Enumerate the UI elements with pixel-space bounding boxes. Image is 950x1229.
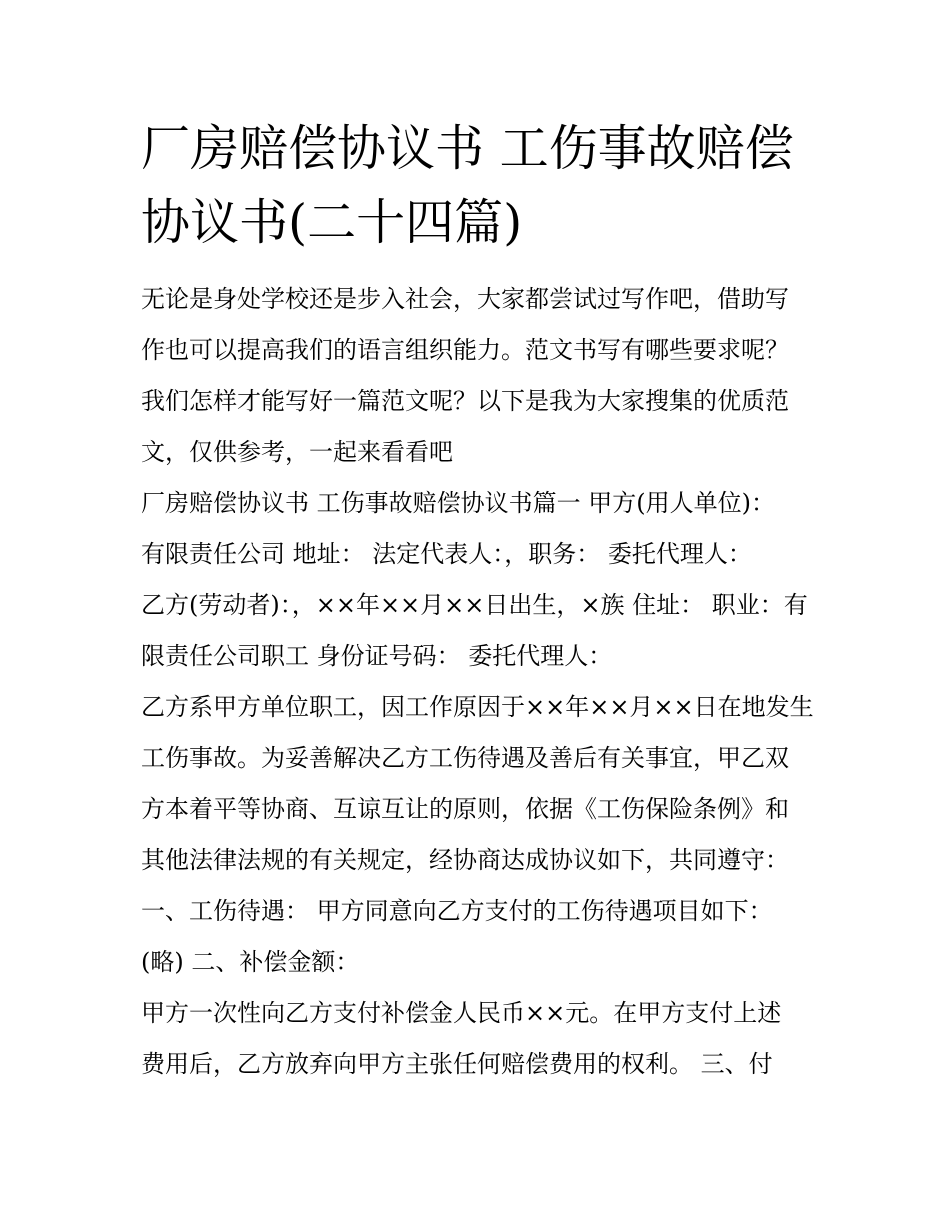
body-line: 文，仅供参考，一起来看看吧 [141, 438, 453, 466]
body-line: 乙方(劳动者)：，××年××月××日出生，×族 住址： 职业：有 [141, 591, 808, 619]
body-line: 有限责任公司 地址： 法定代表人：，职务： 委托代理人： [141, 540, 752, 568]
body-line: 我们怎样才能写好一篇范文呢？以下是我为大家搜集的优质范 [141, 387, 789, 415]
body-line: (略) 二、补偿金额： [141, 948, 360, 976]
body-line: 厂房赔偿协议书 工伤事故赔偿协议书篇一 甲方(用人单位)： [141, 489, 775, 517]
body-line: 限责任公司职工 身份证号码： 委托代理人： [141, 642, 613, 670]
title-line: 厂房赔偿协议书 工伤事故赔偿 [141, 120, 794, 177]
body-line: 方本着平等协商、互谅互让的原则，依据《工伤保险条例》和 [141, 795, 789, 823]
body-line: 其他法律法规的有关规定，经协商达成协议如下，共同遵守： [141, 846, 789, 874]
body-line: 甲方一次性向乙方支付补偿金人民币××元。在甲方支付上述 [141, 999, 782, 1027]
body-line: 无论是身处学校还是步入社会，大家都尝试过写作吧，借助写 [141, 285, 789, 313]
body-line: 作也可以提高我们的语言组织能力。范文书写有哪些要求呢？ [141, 336, 789, 364]
title-line: 协议书(二十四篇) [141, 194, 523, 251]
document-title [141, 112, 831, 260]
body-line: 费用后，乙方放弃向甲方主张任何赔偿费用的权利。 三、付 [141, 1050, 773, 1078]
body-line: 工伤事故。为妥善解决乙方工伤待遇及善后有关事宜，甲乙双 [141, 744, 789, 772]
body-line: 一、工伤待遇： 甲方同意向乙方支付的工伤待遇项目如下： [141, 897, 773, 925]
body-line: 乙方系甲方单位职工，因工作原因于××年××月××日在地发生 [141, 693, 814, 721]
document-body [141, 274, 841, 1090]
